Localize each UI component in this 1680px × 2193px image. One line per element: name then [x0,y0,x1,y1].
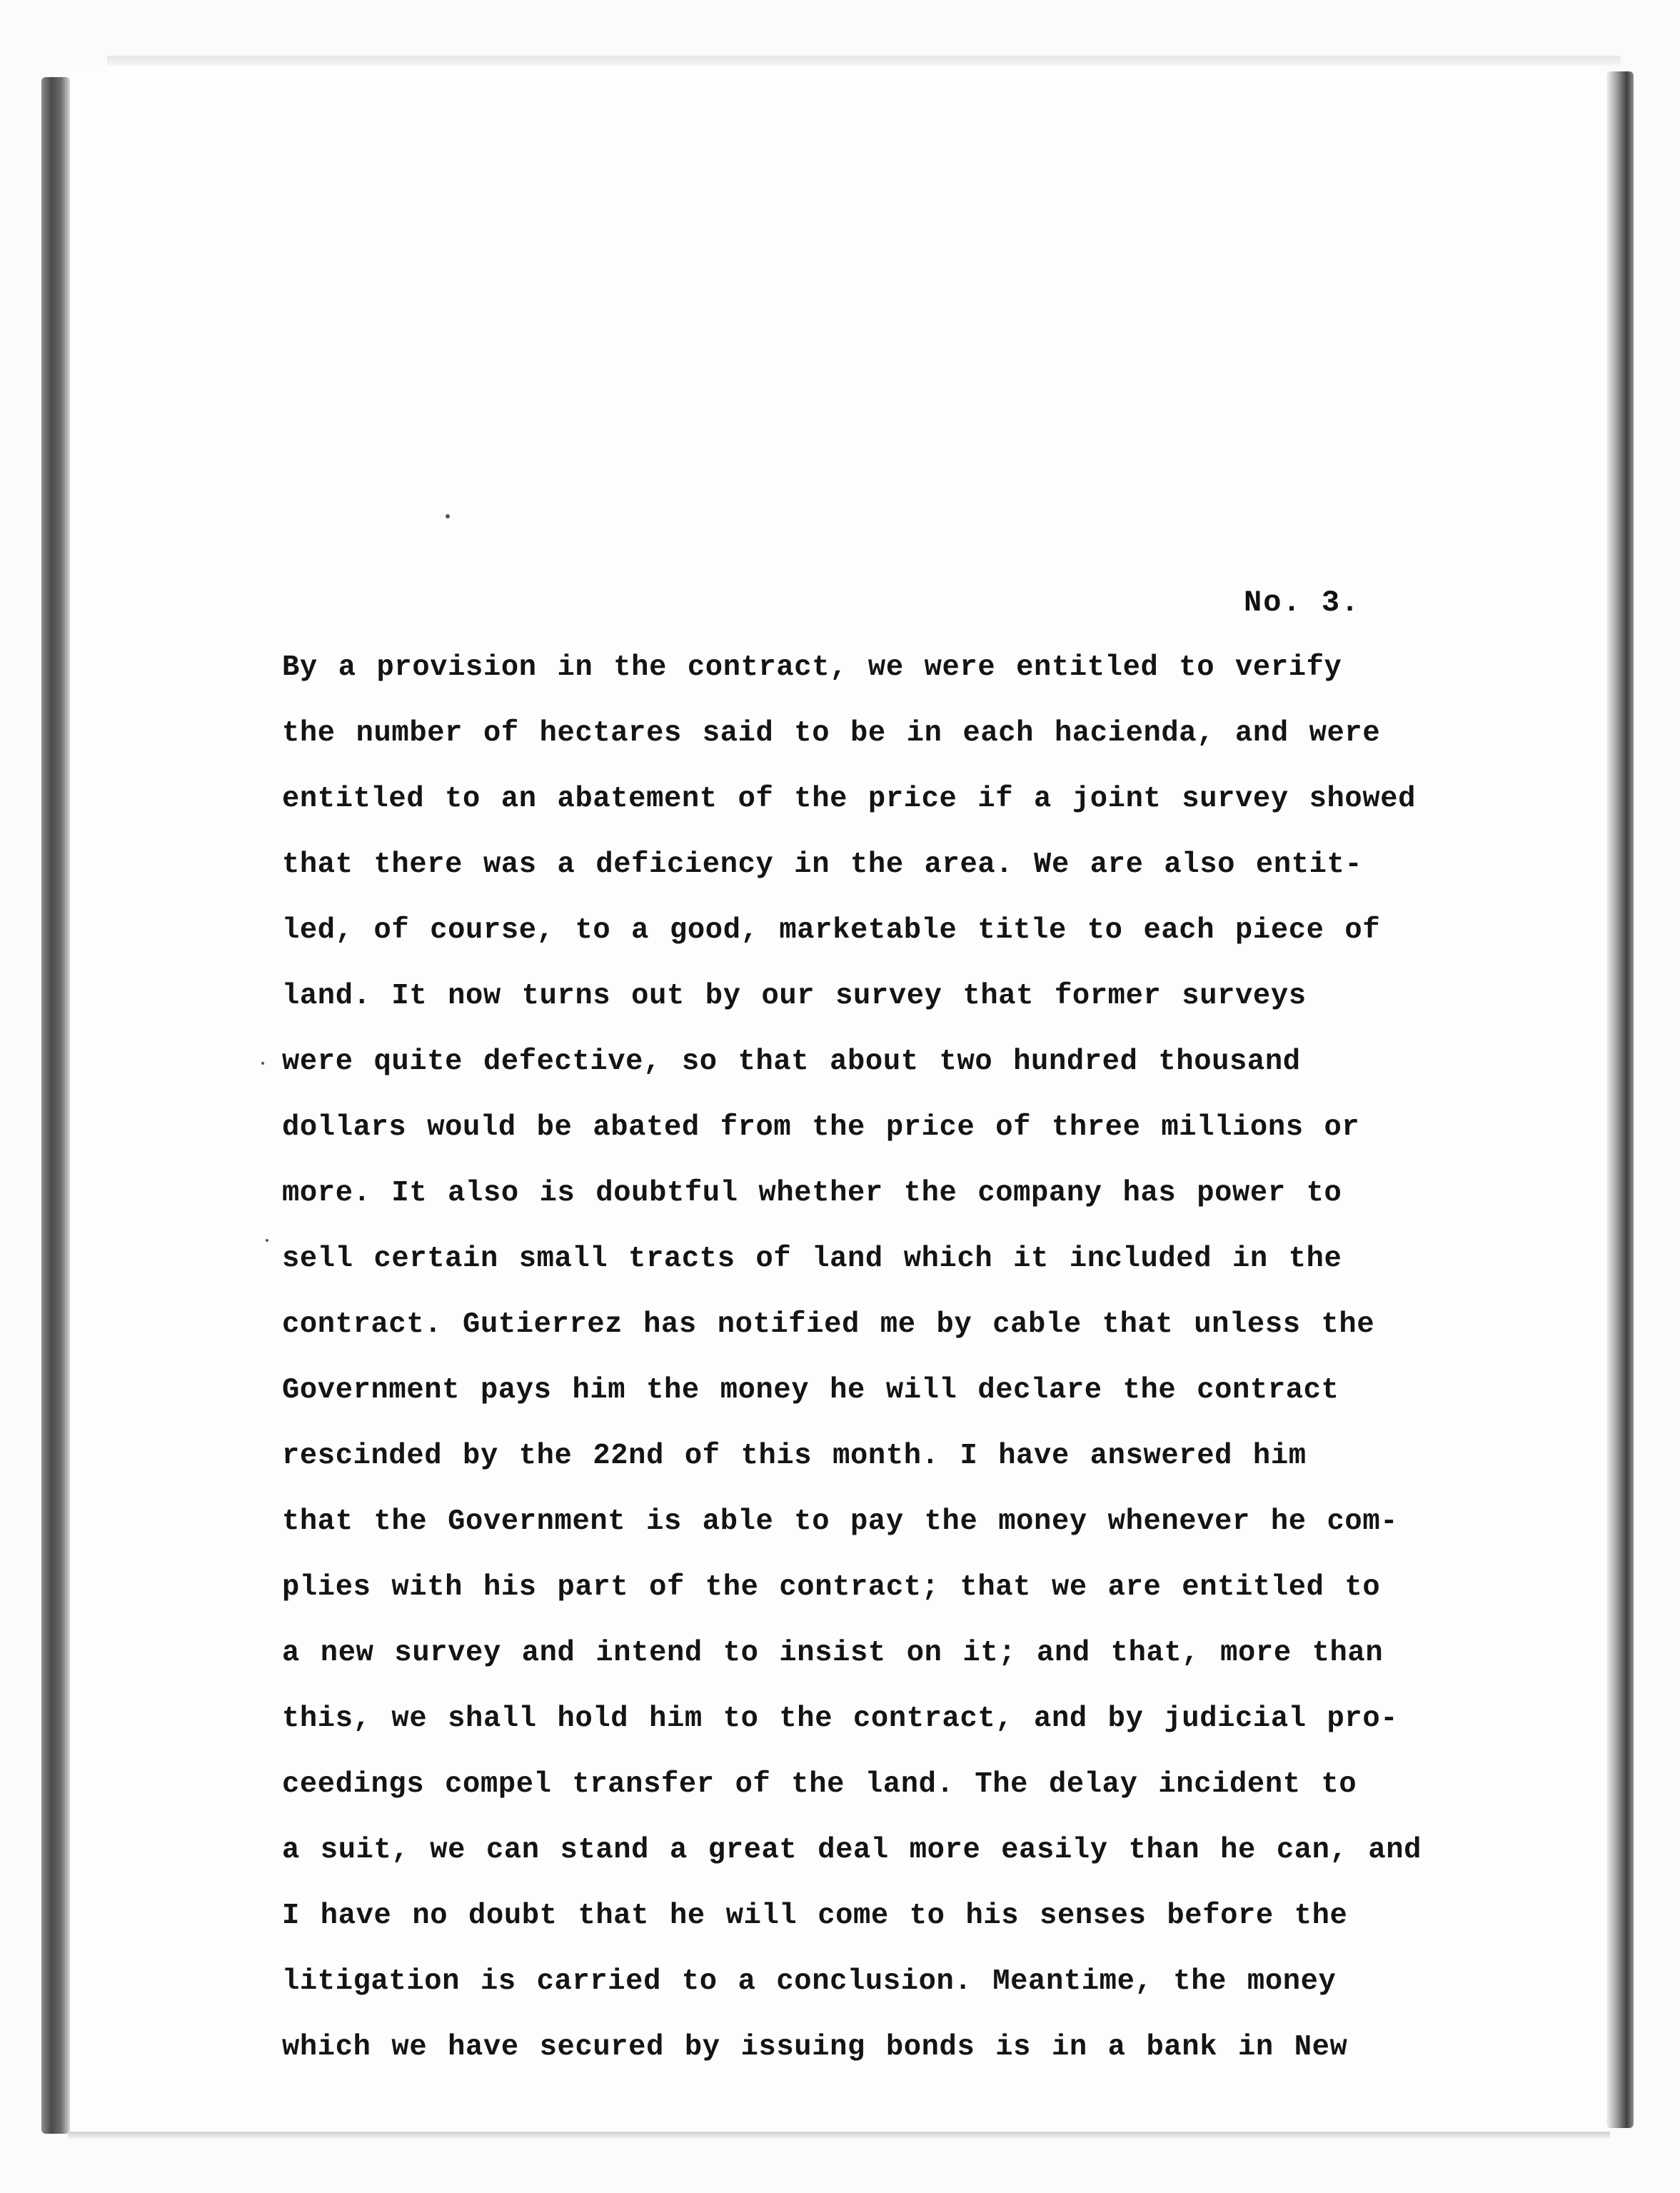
page-number: No. 3. [1244,586,1361,620]
text-line: more. It also is doubtful whether the company has power to [282,1177,1342,1210]
text-line: which we have secured by issuing bonds is in a bank in New [282,2031,1348,2064]
text-line: that there was a deficiency in the area. We are also entit- [282,848,1363,881]
letter-body [282,646,1496,2092]
text-line: litigation is carried to a conclusion. Meantime, the money [282,1965,1337,1998]
text-line: the number of hectares said to be in each hacienda, and were [282,717,1381,750]
text-line: land. It now turns out by our survey that former surveys [282,980,1307,1013]
text-line: this, we shall hold him to the contract, and by judicial pro- [282,1702,1399,1735]
text-line: sell certain small tracts of land which it included in the [282,1243,1342,1275]
text-line: Government pays him the money he will declare the contract [282,1374,1339,1407]
text-line: were quite defective, so that about two hundred thousand [282,1045,1301,1078]
dust-speck [261,1062,264,1065]
text-line: ceedings compel transfer of the land. The delay incident to [282,1768,1357,1801]
text-line: a suit, we can stand a great deal more easily than he can, and [282,1834,1422,1867]
text-line: dollars would be abated from the price of three millions or [282,1111,1360,1144]
text-line: entitled to an abatement of the price if a joint survey showed [282,783,1417,816]
page-bottom-edge [68,2132,1610,2139]
text-line: rescinded by the 22nd of this month. I have answered him [282,1440,1307,1472]
page-right-shadow [1606,71,1634,2128]
text-line: By a provision in the contract, we were entitled to verify [282,651,1342,684]
text-line: a new survey and intend to insist on it; and that, more than [282,1637,1384,1670]
dust-speck [266,1239,268,1242]
page-top-edge [107,56,1621,66]
text-line: led, of course, to a good, marketable title to each piece of [282,914,1381,947]
text-line: that the Government is able to pay the money whenever he com- [282,1505,1399,1538]
dust-speck [446,514,450,518]
text-line: I have no doubt that he will come to his senses before the [282,1900,1348,1932]
text-line: plies with his part of the contract; that we are entitled to [282,1571,1381,1604]
text-line: contract. Gutierrez has notified me by cable that unless the [282,1308,1375,1341]
page-left-shadow [41,77,70,2134]
